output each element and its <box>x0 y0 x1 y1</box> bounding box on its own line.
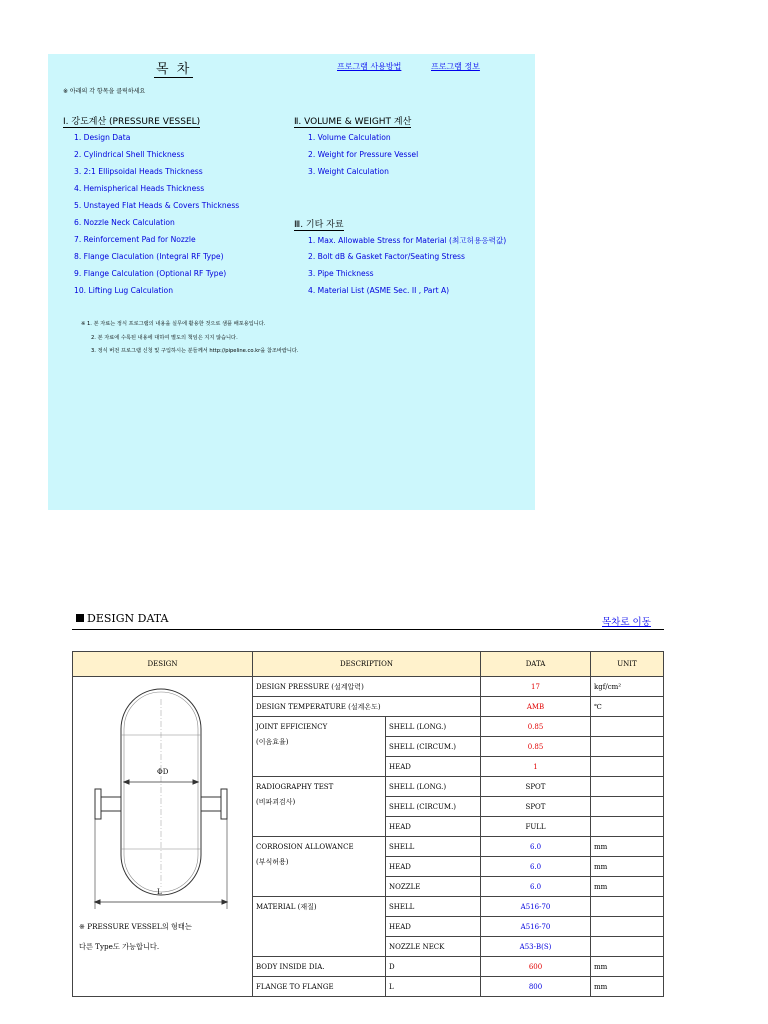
pressure-vessel-drawing <box>73 677 249 909</box>
diameter-label: ΦD <box>157 768 169 776</box>
toc-item-flange-optional[interactable]: 9. Flange Calculation (Optional RF Type) <box>74 269 227 278</box>
header-description: DESCRIPTION <box>253 652 481 677</box>
design-pressure-value[interactable]: 17 <box>481 677 591 697</box>
joint-shell-long-value[interactable]: 0.85 <box>481 717 591 737</box>
table-row <box>73 677 664 697</box>
design-temperature-unit: ℃ <box>591 697 664 717</box>
empty-unit <box>591 937 664 957</box>
footnote-3: 3. 정식 버전 프로그램 신청 및 구입하시는 분들께서 http://pipeline.co.kr을 참조바랍니다. <box>91 348 299 354</box>
program-info-link[interactable]: 프로그램 정보 <box>431 62 480 71</box>
toc-item-flat-heads[interactable]: 5. Unstayed Flat Heads & Covers Thickness <box>74 201 240 210</box>
toc-item-lifting-lug[interactable]: 10. Lifting Lug Calculation <box>74 286 174 295</box>
toc-item-shell-thickness[interactable]: 2. Cylindrical Shell Thickness <box>74 150 185 159</box>
material-shell-value[interactable]: A516-70 <box>481 897 591 917</box>
material-head-value[interactable]: A516-70 <box>481 917 591 937</box>
flange-length-value[interactable]: 800 <box>481 977 591 997</box>
empty-unit <box>591 917 664 937</box>
empty-unit <box>591 757 664 777</box>
radio-head-label: HEAD <box>386 817 481 837</box>
radio-shell-long-value[interactable]: SPOT <box>481 777 591 797</box>
header-unit: UNIT <box>591 652 664 677</box>
joint-head-value[interactable]: 1 <box>481 757 591 777</box>
material-nozzle-label: NOZZLE NECK <box>386 937 481 957</box>
footnote-2: 2. 본 자료에 수록된 내용에 대하여 별도의 책임은 지지 않습니다. <box>91 335 238 341</box>
vessel-type-note-2: 다른 Type도 가능합니다. <box>79 942 160 951</box>
toc-item-weight-vessel[interactable]: 2. Weight for Pressure Vessel <box>308 150 419 159</box>
footnote-1: ※ 1. 본 자료는 정식 프로그램의 내용을 실무에 활용한 것으로 샘플 배포용입니다. <box>81 321 266 327</box>
toc-item-ellipsoidal-heads[interactable]: 3. 2:1 Ellipsoidal Heads Thickness <box>74 167 203 176</box>
body-dia-label: BODY INSIDE DIA. <box>253 957 386 977</box>
design-pressure-unit: kgf/cm² <box>591 677 664 697</box>
empty-unit <box>591 817 664 837</box>
body-dia-symbol: D <box>386 957 481 977</box>
radio-shell-long-label: SHELL (LONG.) <box>386 777 481 797</box>
joint-shell-circum-value[interactable]: 0.85 <box>481 737 591 757</box>
section-strength-heading: Ⅰ. 강도계산 (PRESSURE VESSEL) <box>63 114 200 128</box>
joint-efficiency-label: JOINT EFFICIENCY (이음효율) <box>253 717 386 777</box>
vessel-type-note-1: ※ PRESSURE VESSEL의 형태는 <box>79 922 192 931</box>
radio-shell-circum-value[interactable]: SPOT <box>481 797 591 817</box>
header-design: DESIGN <box>73 652 253 677</box>
toc-panel <box>48 54 535 510</box>
vessel-drawing-cell <box>73 677 253 997</box>
design-temperature-label: DESIGN TEMPERATURE (설계온도) <box>253 697 481 717</box>
design-pressure-label: DESIGN PRESSURE (설계압력) <box>253 677 481 697</box>
toc-item-gasket-factor[interactable]: 2. Bolt dB & Gasket Factor/Seating Stress <box>308 252 465 261</box>
toc-item-nozzle-neck[interactable]: 6. Nozzle Neck Calculation <box>74 218 175 227</box>
radio-shell-circum-label: SHELL (CIRCUM.) <box>386 797 481 817</box>
toc-item-design-data[interactable]: 1. Design Data <box>74 133 131 142</box>
section-volume-heading: Ⅱ. VOLUME & WEIGHT 계산 <box>294 114 411 128</box>
empty-unit <box>591 797 664 817</box>
material-nozzle-value[interactable]: A53-B(S) <box>481 937 591 957</box>
toc-item-hemispherical-heads[interactable]: 4. Hemispherical Heads Thickness <box>74 184 205 193</box>
empty-unit <box>591 737 664 757</box>
toc-item-flange-integral[interactable]: 8. Flange Claculation (Integral RF Type) <box>74 252 224 261</box>
joint-shell-long-label: SHELL (LONG.) <box>386 717 481 737</box>
heading-rule <box>72 629 664 630</box>
toc-item-weight-calc[interactable]: 3. Weight Calculation <box>308 167 389 176</box>
joint-head-label: HEAD <box>386 757 481 777</box>
flange-length-symbol: L <box>386 977 481 997</box>
corrosion-nozzle-label: NOZZLE <box>386 877 481 897</box>
corrosion-head-value[interactable]: 6.0 <box>481 857 591 877</box>
square-bullet-icon <box>76 614 84 622</box>
header-data: DATA <box>481 652 591 677</box>
usage-guide-link[interactable]: 프로그램 사용방법 <box>337 62 402 71</box>
toc-item-pipe-thickness[interactable]: 3. Pipe Thickness <box>308 269 374 278</box>
corrosion-shell-value[interactable]: 6.0 <box>481 837 591 857</box>
toc-item-material-list[interactable]: 4. Material List (ASME Sec. II , Part A) <box>308 286 450 295</box>
click-instruction: ※ 아래의 각 항목을 클릭하세요 <box>63 88 146 95</box>
design-temperature-value[interactable]: AMB <box>481 697 591 717</box>
empty-unit <box>591 717 664 737</box>
toc-title: 목 차 <box>154 58 193 78</box>
toc-item-allowable-stress[interactable]: 1. Max. Allowable Stress for Material (최고허용응력값) <box>308 236 507 245</box>
corrosion-head-unit: mm <box>591 857 664 877</box>
design-data-heading: DESIGN DATA <box>76 612 168 625</box>
empty-unit <box>591 777 664 797</box>
radio-head-value[interactable]: FULL <box>481 817 591 837</box>
toc-item-volume-calc[interactable]: 1. Volume Calculation <box>308 133 391 142</box>
joint-shell-circum-label: SHELL (CIRCUM.) <box>386 737 481 757</box>
section-misc-heading: Ⅲ. 기타 자료 <box>294 217 344 231</box>
toc-item-reinforcement-pad[interactable]: 7. Reinforcement Pad for Nozzle <box>74 235 196 244</box>
material-label: MATERIAL (재질) <box>253 897 386 957</box>
flange-length-unit: mm <box>591 977 664 997</box>
corrosion-shell-unit: mm <box>591 837 664 857</box>
length-label: L <box>157 888 162 896</box>
body-dia-value[interactable]: 600 <box>481 957 591 977</box>
material-shell-label: SHELL <box>386 897 481 917</box>
body-dia-unit: mm <box>591 957 664 977</box>
back-to-toc-link[interactable]: 목차로 이동 <box>602 617 651 628</box>
table-header-row <box>73 652 664 677</box>
corrosion-label: CORROSION ALLOWANCE (부식허용) <box>253 837 386 897</box>
radiography-label: RADIOGRAPHY TEST (비파괴검사) <box>253 777 386 837</box>
flange-length-label: FLANGE TO FLANGE <box>253 977 386 997</box>
corrosion-nozzle-unit: mm <box>591 877 664 897</box>
corrosion-shell-label: SHELL <box>386 837 481 857</box>
design-data-table <box>72 651 664 997</box>
material-head-label: HEAD <box>386 917 481 937</box>
corrosion-head-label: HEAD <box>386 857 481 877</box>
empty-unit <box>591 897 664 917</box>
corrosion-nozzle-value[interactable]: 6.0 <box>481 877 591 897</box>
